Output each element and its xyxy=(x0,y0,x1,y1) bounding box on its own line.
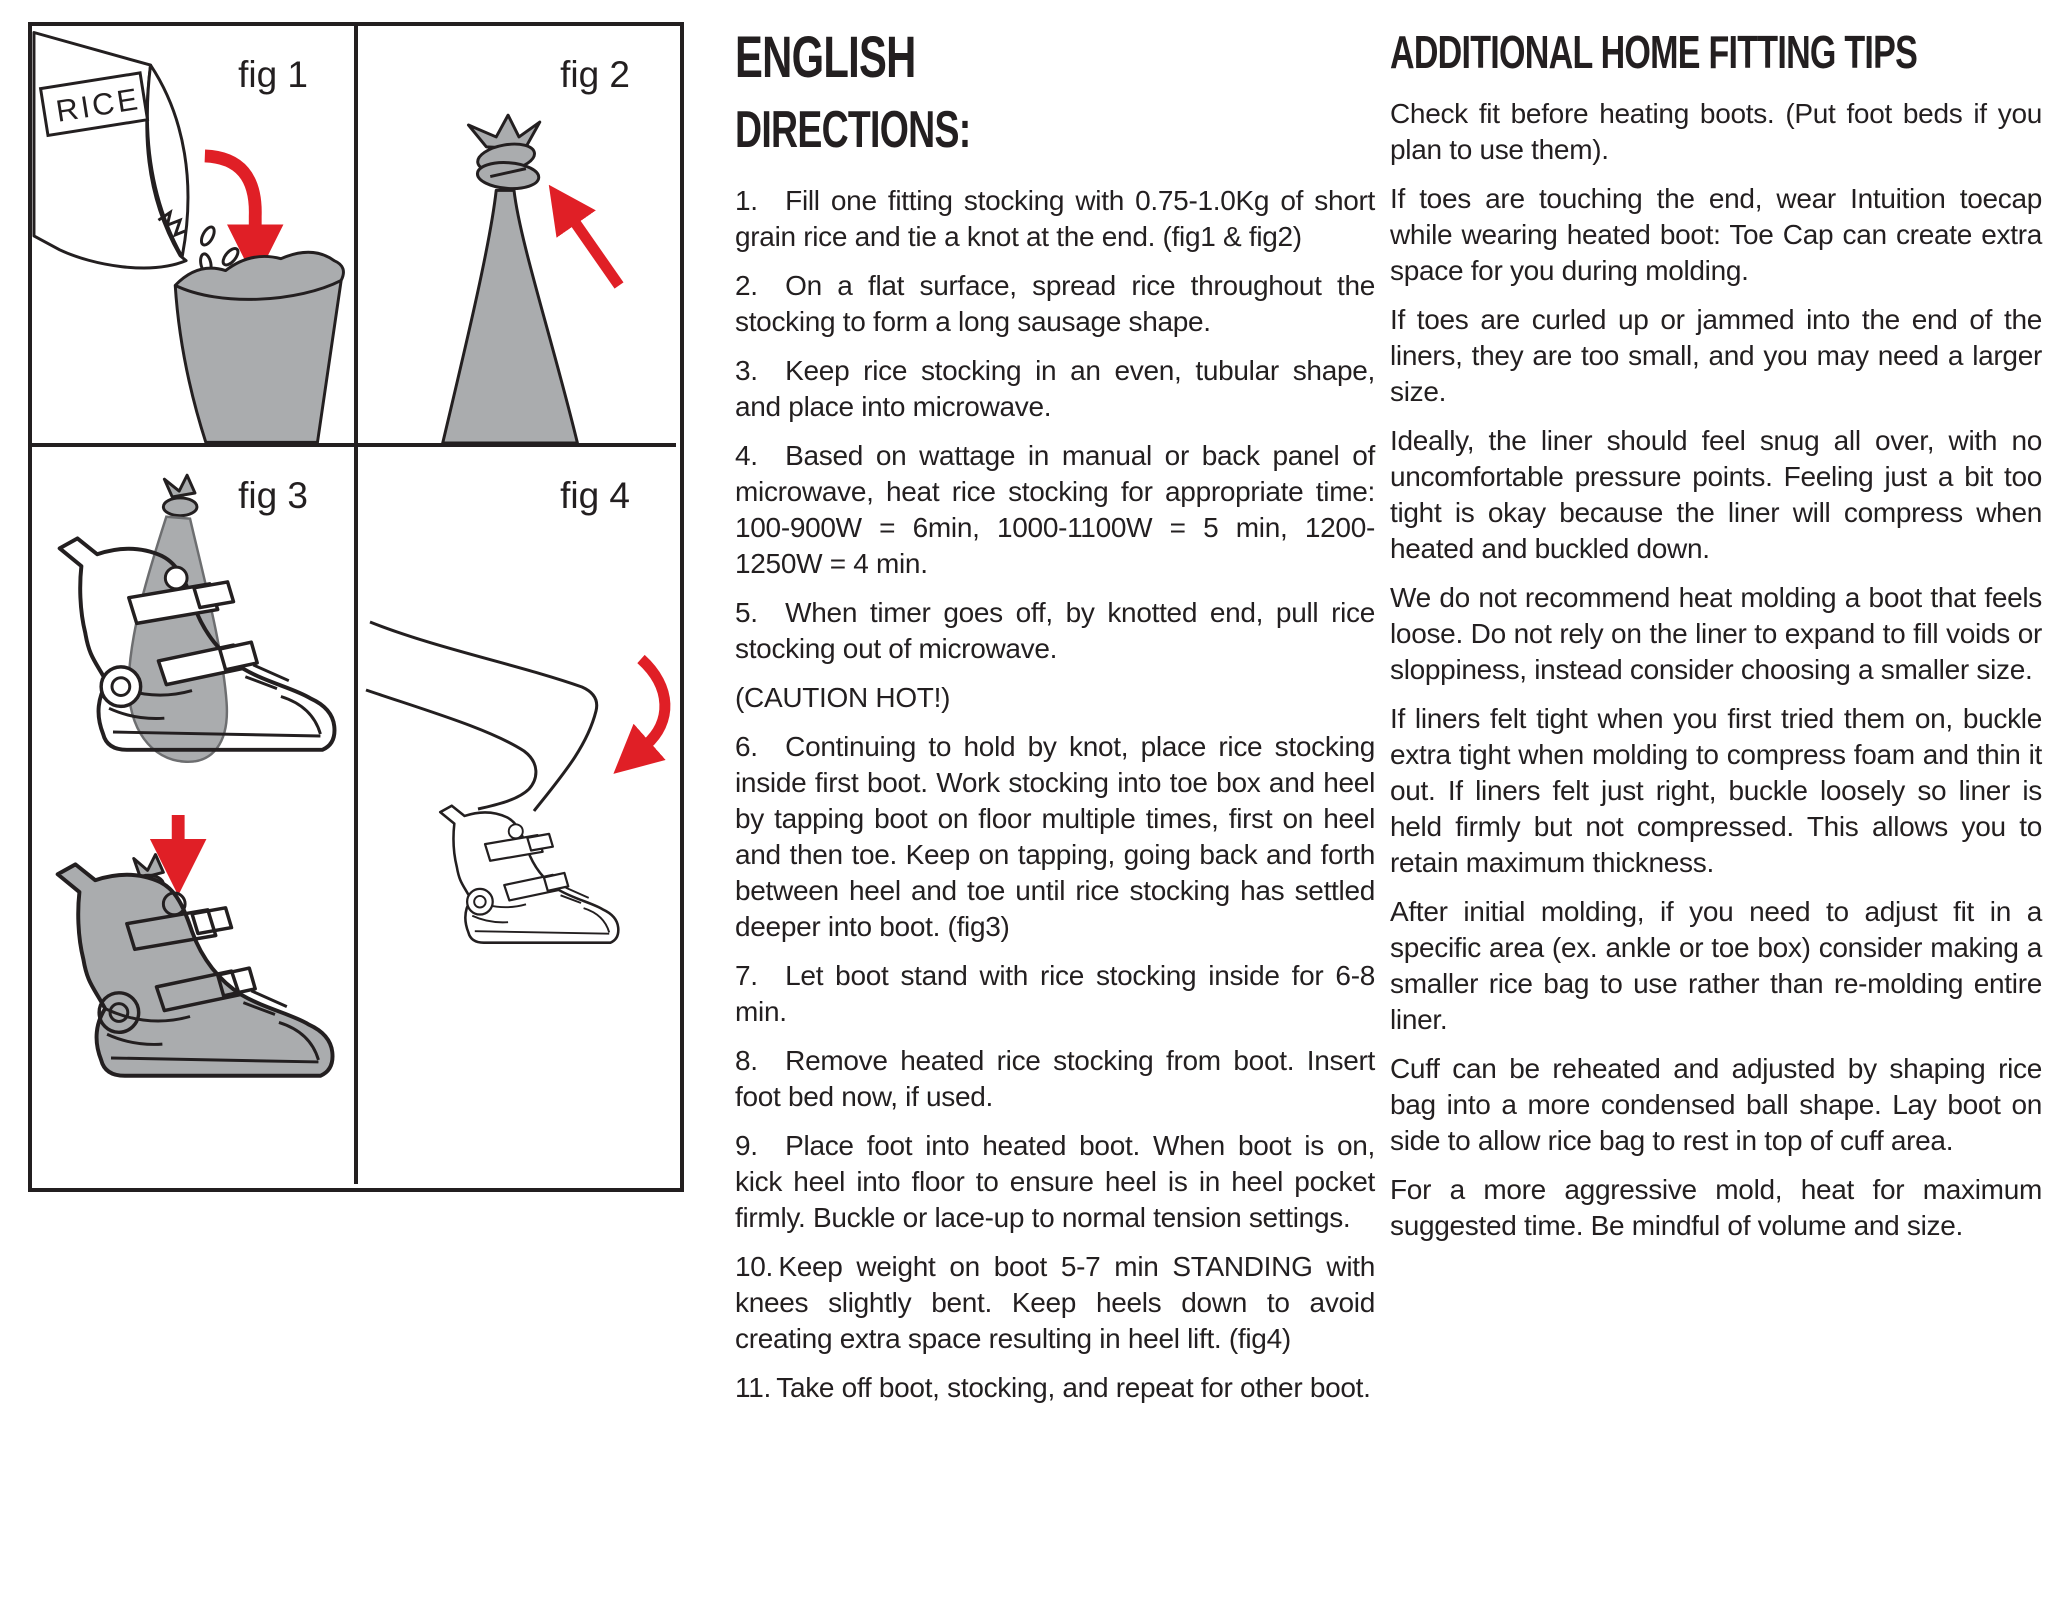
tip-paragraph: For a more aggressive mold, heat for maximum suggested time. Be mindful of volume and size. xyxy=(1390,1174,2042,1242)
tip-paragraph: If toes are curled up or jammed into the end of the liners, they are too small, and you may need a larger size. xyxy=(1390,304,2042,408)
tip-paragraph: Cuff can be reheated and adjusted by shaping rice bag into a more condensed ball shape. Lay boot on side to allow rice bag to rest in top of cuff area. xyxy=(1390,1053,2042,1157)
directions-column xyxy=(735,25,1375,1419)
tips-column xyxy=(1390,28,2042,1257)
tips-list xyxy=(1390,96,2042,1244)
boot-stocking-settled xyxy=(58,855,333,1076)
direction-item: 9. Place foot into heated boot. When boot is on, kick heel into floor to ensure heel is in heel pocket firmly. Buckle or lace-up to normal tension settings. xyxy=(735,1130,1375,1234)
rice-label-text: RICE xyxy=(53,81,143,129)
tip-paragraph: We do not recommend heat molding a boot that feels loose. Do not rely on the liner to expand to fill voids or sloppiness, instead consider choosing a smaller size. xyxy=(1390,582,2042,686)
fig2-label: fig 2 xyxy=(560,54,630,95)
direction-item: 8. Remove heated rice stocking from boot. Insert foot bed now, if used. xyxy=(735,1045,1375,1113)
figure-grid xyxy=(28,22,684,1192)
boot xyxy=(440,806,618,943)
directions-heading: DIRECTIONS: xyxy=(735,100,971,159)
tip-paragraph: After initial molding, if you need to adjust fit in a specific area (ex. ankle or toe box) consider making a smaller rice bag to use rather than re-molding entire liner. xyxy=(1390,896,2042,1036)
knot-arrow-icon xyxy=(573,220,619,285)
fig4-label: fig 4 xyxy=(560,475,630,516)
caution-note: (CAUTION HOT!) xyxy=(735,682,951,714)
fig3-panel xyxy=(32,447,358,1184)
pour-arrow-icon xyxy=(205,156,255,230)
bent-leg xyxy=(366,622,597,811)
tips-heading: ADDITIONAL HOME FITTING TIPS xyxy=(1390,26,1918,78)
direction-item: 6. Continuing to hold by knot, place rice stocking inside first boot. Work stocking into toe box and heel by tapping boot on floor multiple times, first on heel and then toe. Keep on tapping, going back and forth between heel and toe until rice stocking has settled deeper into boot. (fig3) xyxy=(735,731,1375,943)
stocking-opening xyxy=(175,252,343,442)
fig4-illustration xyxy=(358,447,676,1184)
direction-item: 4. Based on wattage in manual or back panel of microwave, heat rice stocking for appropriate time: 100-900W = 6min, 1000-1100W = 5 min, 1200-1250W = 4 min. xyxy=(735,440,1375,580)
direction-item: 7. Let boot stand with rice stocking inside for 6-8 min. xyxy=(735,960,1375,1028)
direction-item: 2. On a flat surface, spread rice throughout the stocking to form a long sausage shape. xyxy=(735,270,1375,338)
fig3-label: fig 3 xyxy=(238,475,308,516)
tip-paragraph: Ideally, the liner should feel snug all over, with no uncomfortable pressure points. Feeling just a bit too tight is okay because the liner will compress when heated and buckled down. xyxy=(1390,425,2042,565)
rice-stocking xyxy=(443,190,578,443)
direction-item: 10. Keep weight on boot 5-7 min STANDING with knees slightly bent. Keep heels down to avoid creating extra space resulting in heel lift. (fig4) xyxy=(735,1251,1375,1355)
tip-paragraph: Check fit before heating boots. (Put foot beds if you plan to use them). xyxy=(1390,98,2042,166)
direction-item: 11. Take off boot, stocking, and repeat for other boot. xyxy=(735,1372,1371,1404)
language-heading: ENGLISH xyxy=(735,25,916,90)
boot-with-stocking xyxy=(60,475,335,762)
directions-list xyxy=(735,183,1375,1406)
knee-arrow-icon xyxy=(641,659,665,745)
fig1-panel xyxy=(32,26,358,447)
direction-item: 1. Fill one fitting stocking with 0.75-1.0Kg of short grain rice and tie a knot at the end. (fig1 & fig2) xyxy=(735,185,1375,253)
fig1-label: fig 1 xyxy=(238,54,308,95)
fig2-panel xyxy=(358,26,676,447)
tip-paragraph: If liners felt tight when you first tried them on, buckle extra tight when molding to compress foam and thin it out. If liners felt just right, buckle loosely so liner is held firmly but not compressed. This allows you to retain maximum thickness. xyxy=(1390,703,2042,879)
direction-item: 5. When timer goes off, by knotted end, pull rice stocking out of microwave. xyxy=(735,597,1375,665)
tip-paragraph: If toes are touching the end, wear Intuition toecap while wearing heated boot: Toe Cap can create extra space for you during molding. xyxy=(1390,183,2042,287)
fig4-panel xyxy=(358,447,676,1184)
fig3-illustration xyxy=(32,447,354,1184)
direction-item: 3. Keep rice stocking in an even, tubular shape, and place into microwave. xyxy=(735,355,1375,423)
